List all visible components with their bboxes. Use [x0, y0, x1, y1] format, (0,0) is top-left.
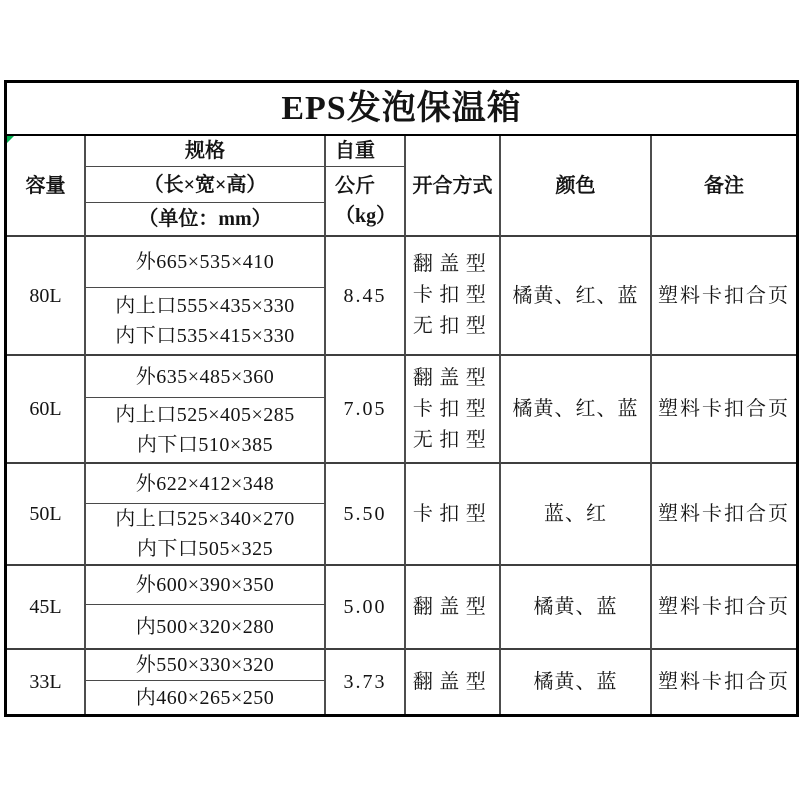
capacity-cell: 33L [7, 650, 86, 714]
header-row-1 [7, 136, 796, 167]
opening-cell [406, 237, 501, 356]
inner-dim-line: 内460×265×250 [135, 686, 275, 709]
table-row-60l [7, 356, 796, 398]
color-options: 橘黄、红、蓝 [512, 284, 639, 307]
color-cell [501, 237, 652, 356]
weight-value: 8.45 [343, 284, 387, 307]
opening-type: 卡扣型 [412, 502, 493, 525]
table-row-33l [7, 650, 796, 681]
color-cell [501, 566, 652, 650]
weight-value: 7.05 [343, 398, 387, 420]
outer-dim-cell: 外665×535×410 [86, 237, 326, 288]
capacity-cell: 50L [7, 464, 86, 566]
inner-dim-cell [86, 398, 326, 464]
inner-dim-line: 内500×320×280 [135, 615, 275, 638]
note-text: 塑料卡扣合页 [658, 284, 791, 307]
spec-table [4, 80, 799, 717]
note-text: 塑料卡扣合页 [658, 671, 791, 693]
opening-type: 翻盖型 [412, 670, 493, 693]
inner-dim-cell [86, 681, 326, 714]
capacity-cell: 45L [7, 566, 86, 650]
weight-cell [326, 650, 406, 714]
header-capacity [7, 136, 86, 237]
opening-type: 卡扣型 [412, 397, 493, 420]
opening-type: 卡扣型 [412, 284, 493, 306]
table-row-45l [7, 566, 796, 605]
weight-cell [326, 464, 406, 566]
inner-dim-line: 内下口535×415×330 [115, 325, 295, 347]
opening-type: 翻盖型 [412, 366, 493, 389]
weight-value: 5.00 [343, 596, 387, 618]
header-opening: 开合方式 [406, 136, 501, 237]
header-color: 颜色 [501, 136, 652, 237]
header-note: 备注 [652, 136, 796, 237]
inner-dim-cell [86, 288, 326, 356]
opening-cell [406, 464, 501, 566]
outer-dim-cell: 外550×330×320 [86, 650, 326, 681]
header-capacity-label: 容量 [25, 174, 66, 197]
inner-dim-line: 内下口510×385 [136, 434, 274, 456]
opening-type: 无扣型 [412, 315, 493, 337]
note-cell [652, 356, 796, 464]
note-cell [652, 566, 796, 650]
opening-type: 无扣型 [412, 428, 493, 451]
header-spec-unit: （单位：mm） [86, 203, 326, 237]
weight-value: 5.50 [343, 503, 387, 525]
note-text: 塑料卡扣合页 [658, 503, 791, 525]
header-spec-dims: （长×宽×高） [86, 167, 326, 203]
table-row-50l [7, 464, 796, 504]
weight-cell [326, 356, 406, 464]
weight-value: 3.73 [343, 671, 387, 693]
header-weight-unit-line1: 公斤 [335, 175, 375, 197]
excel-corner-marker-icon [7, 136, 14, 143]
opening-type: 翻盖型 [412, 595, 493, 618]
note-cell [652, 464, 796, 566]
table-title: EPS发泡保温箱 [7, 83, 796, 136]
outer-dim-cell: 外600×390×350 [86, 566, 326, 605]
color-cell [501, 464, 652, 566]
weight-cell [326, 566, 406, 650]
inner-dim-line: 内上口555×435×330 [115, 295, 295, 317]
weight-cell [326, 237, 406, 356]
note-cell [652, 237, 796, 356]
capacity-cell: 80L [7, 237, 86, 356]
table-row-80l [7, 237, 796, 288]
color-cell [501, 650, 652, 714]
header-spec: 规格 [86, 136, 326, 167]
opening-type: 翻盖型 [412, 253, 493, 275]
opening-cell [406, 566, 501, 650]
inner-dim-line: 内上口525×405×285 [115, 404, 295, 426]
opening-cell [406, 650, 501, 714]
color-cell [501, 356, 652, 464]
capacity-cell: 60L [7, 356, 86, 464]
color-options: 橘黄、蓝 [533, 671, 618, 693]
color-options: 蓝、红 [544, 503, 607, 525]
inner-dim-line: 内上口525×340×270 [115, 508, 295, 530]
outer-dim-cell: 外622×412×348 [86, 464, 326, 504]
note-text: 塑料卡扣合页 [658, 596, 791, 618]
title-row [7, 83, 796, 136]
inner-dim-cell [86, 605, 326, 650]
color-options: 橘黄、红、蓝 [512, 398, 639, 420]
opening-cell [406, 356, 501, 464]
inner-dim-cell [86, 504, 326, 566]
note-cell [652, 650, 796, 714]
header-weight: 自重 [326, 136, 406, 167]
color-options: 橘黄、蓝 [533, 596, 618, 618]
header-weight-unit [326, 167, 406, 237]
outer-dim-cell: 外635×485×360 [86, 356, 326, 398]
header-weight-unit-line2: （kg） [335, 205, 397, 227]
note-text: 塑料卡扣合页 [658, 398, 791, 420]
inner-dim-line: 内下口505×325 [136, 538, 274, 560]
